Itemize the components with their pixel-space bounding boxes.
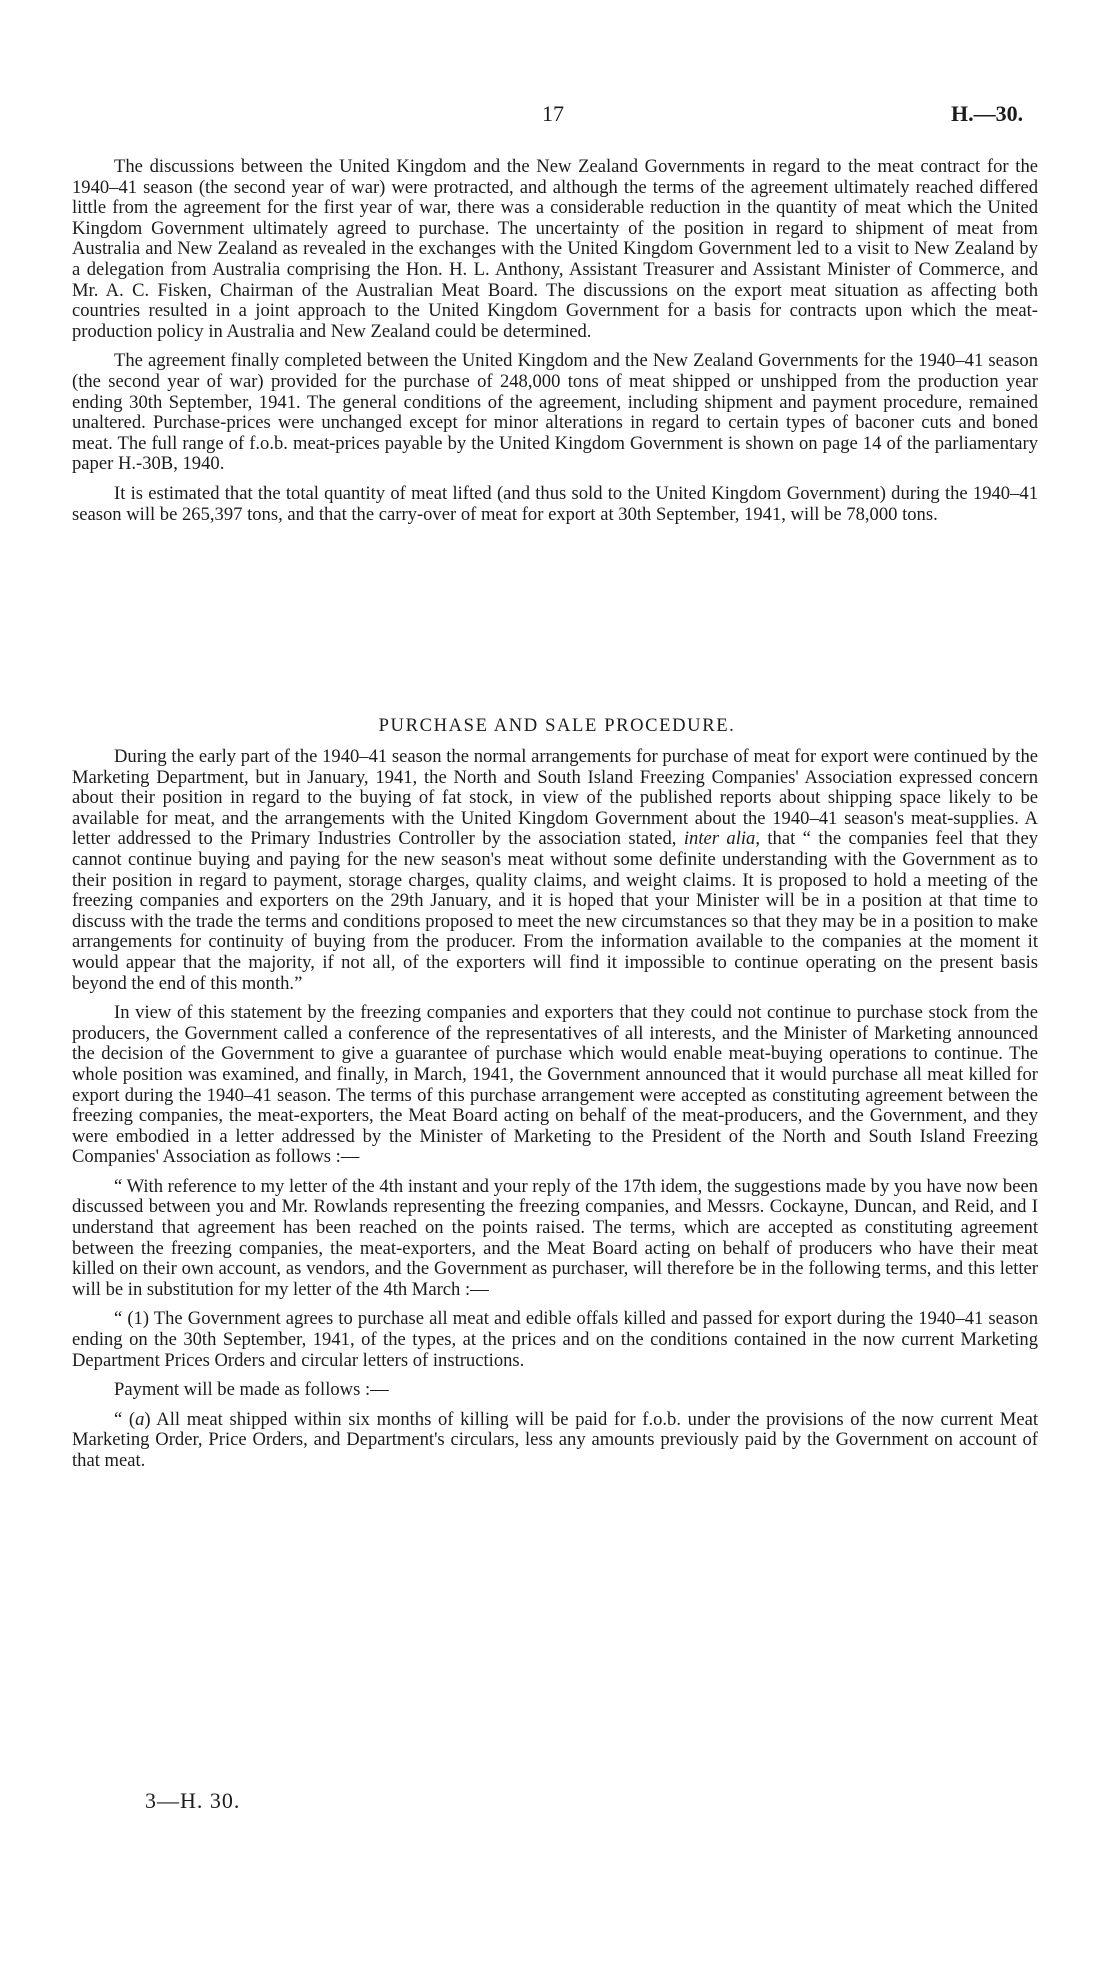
procedure-paragraph-1-end: , that “ the companies feel that they cannot continue buying and paying for the new season's meat without some definite understanding with the Government as to their position in regard to payment, storage charges, quality claims, and weight claims. It is proposed to hold a meeting of the freezing companies and exporters on the 29th January, and it is hoped that your Minister will be in a position at that time to discuss with the trade the terms and conditions proposed to meet the new circumstances so that they may be in a position to make arrangements for continuity of buying from the producer. From the information available to the companies at the moment it would appear that the majority, if not all, of the exporters will find it impossible to continue operating on the present basis beyond the end of this month.” [72,828,1038,994]
page-number: 17 [542,101,564,126]
latin-phrase: inter alia [683,828,756,850]
intro-paragraph-1: The discussions between the United Kingdom and the New Zealand Governments in regard to the meat contract for the 1940–41 season (the second year of war) were protracted, and although the terms of the agreement ultimately reached differed little from the agreement for the first year of war, there was a considerable reduction in the quantity of meat which the United Kingdom Government ultimately agreed to purchase. The uncertainty of the position in regard to shipment of meat from Australia and New Zealand as revealed in the exchanges with the United Kingdom Government led to a visit to New Zealand by a delegation from Australia comprising the Hon. H. L. Anthony, Assistant Treasurer and Assistant Minister of Commerce, and Mr. A. C. Fisken, Chairman of the Australian Meat Board. The discussions on the export meat situation as affecting both countries resulted in a joint approach to the United Kingdom Government for a basis for contracts upon which the meat-production policy in Australia and New Zealand could be determined. [72,156,1038,342]
term-1-number: “ (1) [114,1308,150,1330]
payment-intro: Payment will be made as follows :— [114,1379,389,1401]
procedure-paragraph-1 [72,747,1038,994]
procedure-paragraph-1-start: During the early part of the 1940–41 season the normal arrangements for purchase of meat for export were continued by the Marketing Department, but in January, 1941, the North and South Island Freezing Companies' Association expressed concern about their position in regard to the buying of fat stock, in view of the published reports about shipping space likely to be available for meat, and the arrangements with the United Kingdom Government about the 1940–41 season's meat-supplies. A letter addressed to the Primary Industries Controller by the association stated, [72,746,1038,850]
payment-clause-a [72,1410,1038,1472]
procedure-paragraph-2: In view of this statement by the freezing companies and exporters that they could not continue to purchase stock from the producers, the Government called a conference of the representatives of all interests, and the Minister of Marketing announced the decision of the Government to give a guarantee of purchase which would enable meat-buying operations to continue. The whole position was examined, and finally, in March, 1941, the Government announced that it would purchase all meat killed for export during the 1940–41 season. The terms of this purchase arrangement were accepted as constituting agreement between the freezing companies, the meat-exporters, the Meat Board acting on behalf of the meat-producers, and the Government, and they were embodied in a letter addressed by the Minister of Marketing to the President of the North and South Island Freezing Companies' Association as follows :— [72,1002,1038,1168]
term-1-text: The Government agrees to purchase all meat and edible offals killed and passed for export during the 1940–41 season ending on the 30th September, 1941, of the types, at the prices and on the conditions contained in the now current Marketing Department Prices Orders and circular letters of instructions. [72,1308,1038,1371]
clause-a-open: “ ( [114,1408,136,1430]
intro-paragraph-3: It is estimated that the total quantity of meat lifted (and thus sold to the United Kingdom Government) during the 1940–41 season will be 265,397 tons, and that the carry-over of meat for export at 30th September, 1941, will be 78,000 tons. [72,482,1038,525]
clause-a-text: ) All meat shipped within six months of killing will be paid for f.o.b. under the provisions of the now current Meat Marketing Order, Price Orders, and Department's circulars, less any amounts previously paid by the Government on account of that meat. [72,1408,1039,1471]
intro-paragraph-2: The agreement finally completed between the United Kingdom and the New Zealand Governments for the 1940–41 season (the second year of war) provided for the purchase of 248,000 tons of meat shipped or unshipped from the production year ending 30th September, 1941. The general conditions of the agreement, including shipment and payment procedure, remained unaltered. Purchase-prices were unchanged except for minor alterations in regard to certain types of baconer cuts and boned meat. The full range of f.o.b. meat-prices payable by the United Kingdom Government is shown on page 14 of the parliamentary paper H.-30B, 1940. [72,350,1038,475]
intro-section [72,157,1038,534]
purchase-procedure-section [72,747,1038,1481]
section-heading: PURCHASE AND SALE PROCEDURE. [378,715,736,736]
term-1 [72,1309,1038,1371]
letter-quote: “ With reference to my letter of the 4th instant and your reply of the 17th idem, the suggestions made by you have now been discussed between you and Mr. Rowlands representing the freezing companies, and Messrs. Cockayne, Duncan, and Reid, and I understand that agreement has been reached on the points raised. The terms, which are accepted as constituting agreement between the freezing companies, the meat-exporters, and the Meat Board acting on behalf of producers who have their meat killed on their own account, as vendors, and the Government as purchaser, will therefore be in the following terms, and this letter will be in substitution for my letter of the 4th March :— [72,1175,1038,1300]
document-reference: H.—30. [951,101,1024,126]
clause-a-letter: a [135,1408,145,1430]
footer-reference: 3—H. 30. [145,1788,241,1813]
